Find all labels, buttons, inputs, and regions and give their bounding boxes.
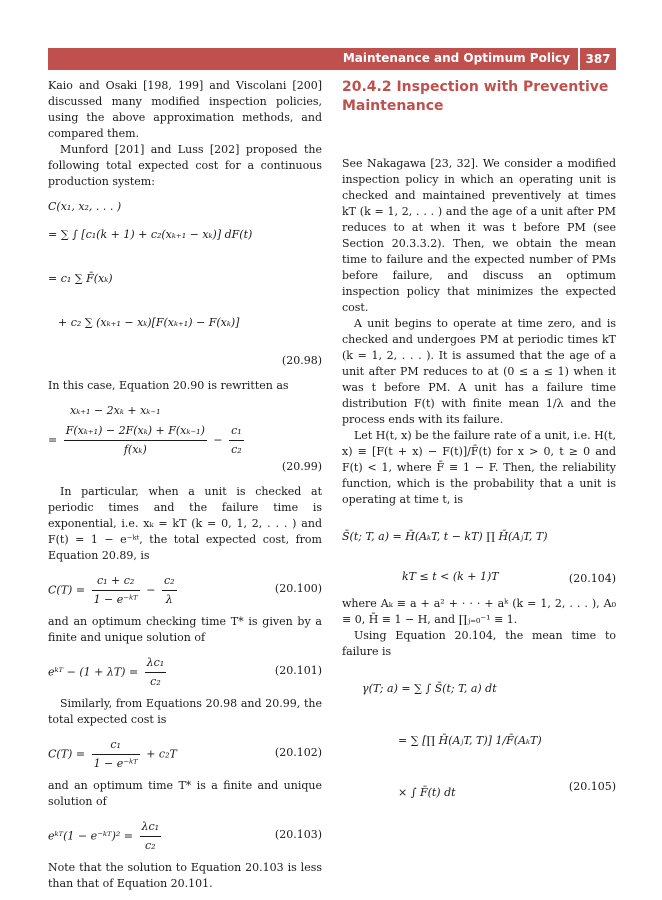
eq-line: xₖ₊₁ − 2xₖ + xₖ₋₁ — [70, 404, 161, 417]
paragraph: Let H(t, x) be the failure rate of a unit, i.e. H(t, x) ≡ [F(t + x) − F(t)]/F̄(t) for x > 0, t ≥ 0 and F(t) < 1, where F̄ ≡ 1 − F. Then, the reliability function, which is the probability that a unit is operating at time t, is — [342, 429, 616, 506]
equation-number: (20.105) — [568, 780, 616, 793]
eq-line: = c₁ ∑ F̄(xₖ) — [48, 272, 113, 285]
paragraph: where Aₖ ≡ a + a² + · · · + aᵏ (k = 1, 2, . . . ), A₀ ≡ 0, H̄ ≡ 1 − H, and ∏ⱼ₌₀⁻¹ ≡ 1. — [342, 597, 616, 626]
paragraph: In particular, when a unit is checked at periodic times and the failure time is exponential, i.e. xₖ = kT (k = 0, 1, 2, . . . ) and F(t) = 1 − e⁻ᵏᵗ, the total expected cost, from Equation 20.89, is — [48, 485, 322, 562]
equation-20-99: xₖ₊₁ − 2xₖ + xₖ₋₁ = $\frac{\text{F(xₖ₊₁) − 2F(xₖ) + F(xₖ₋₁)}}{\text{f(xₖ)}}$ − $\frac{\text{c₁}}{\text{c₂}}$ (20.99) — [48, 402, 322, 476]
eq-line: = ∑ ∫ [c₁(k + 1) + c₂(xₖ₊₁ − xₖ)] dF(t) — [48, 228, 253, 241]
paragraph: and an optimum checking time T* is given by a finite and unique solution of — [48, 615, 322, 644]
fraction: $\frac{\text{F(xₖ₊₁) − 2F(xₖ) + F(xₖ₋₁)}}{\text{f(xₖ)}}$ — [65, 424, 205, 456]
equation-20-100: C(T) = $\frac{\text{c₁ + c₂}}{\text{1 − e⁻ᵏᵀ}}$ − $\frac{\text{c₂}}{\lambda}$ (20.100) — [48, 574, 322, 606]
paragraph: Kaio and Osaki [198, 199] and Viscolani [200] discussed many modified inspection policies, using the above approximation methods, and compared them. — [48, 79, 322, 140]
paragraph: Similarly, from Equations 20.98 and 20.99, the total expected cost is — [48, 697, 322, 726]
fraction: $\frac{\text{c₁}}{\text{c₂}}$ — [231, 424, 242, 456]
paragraph: Using Equation 20.104, the mean time to failure is — [342, 629, 616, 658]
left-column — [48, 78, 322, 892]
eq-line: kT ≤ t < (k + 1)T — [402, 570, 499, 583]
page-number: 387 — [578, 48, 616, 70]
paragraph: Munford [201] and Luss [202] proposed the following total expected cost for a continuous production system: — [48, 143, 322, 188]
paragraph: See Nakagawa [23, 32]. We consider a modified inspection policy in which an operating unit is checked and maintained preventively at times kT (k = 1, 2, . . . ) and the age of a unit after PM reduces to at when it was t before PM (see Section 20.3.3.2). Then, we obtain the mean time to failure and the expected number of PMs before failure, and discuss an optimum inspection policy that minimizes the expected cost. — [342, 157, 616, 314]
equation-number: (20.98) — [281, 354, 322, 367]
equation-20-101: eᵏᵀ − (1 + λT) = $\frac{\text{λc₁}}{\text{c₂}}$ (20.101) — [48, 656, 322, 688]
paragraph: In this case, Equation 20.90 is rewritten as — [48, 379, 289, 392]
eq-line: = ∑ [∏ H̄(AⱼT, T)] 1/F̄(AₖT) — [398, 734, 542, 747]
equation-number: (20.103) — [274, 828, 322, 841]
eq-line: S̄(t; T, a) = H̄(AₖT, t − kT) ∏ H̄(AⱼT, T) — [342, 530, 548, 543]
paragraph: Note that the solution to Equation 20.103 is less than that of Equation 20.101. — [48, 861, 322, 890]
equation-number: (20.99) — [281, 460, 322, 473]
equation-number: (20.102) — [274, 746, 322, 759]
right-column — [342, 78, 616, 826]
eq-line: γ(T; a) = ∑ ∫ S̄(t; T, a) dt — [362, 682, 497, 695]
eq-line: C(x₁, x₂, . . . ) — [48, 200, 122, 213]
equation-number: (20.100) — [274, 582, 322, 595]
equation-number: (20.101) — [274, 664, 322, 677]
section-title: 20.4.2 Inspection with Preventive Maintenance — [342, 79, 609, 114]
running-header — [48, 48, 616, 70]
equation-20-102: C(T) = $\frac{\text{c₁}}{\text{1 − e⁻ᵏᵀ}}$ + c₂T (20.102) — [48, 738, 322, 770]
eq-line: + c₂ ∑ (xₖ₊₁ − xₖ)[F(xₖ₊₁) − F(xₖ)] — [58, 316, 240, 329]
equation-20-104 — [342, 516, 616, 588]
equation-20-103: eᵏᵀ(1 − e⁻ᵏᵀ)² = $\frac{\text{λc₁}}{\text{c₂}}$ (20.103) — [48, 820, 322, 852]
eq-line: × ∫ F̄(t) dt — [398, 786, 456, 799]
running-title: Maintenance and Optimum Policy — [342, 51, 570, 65]
equation-20-105 — [342, 668, 616, 818]
paragraph: and an optimum time T* is a finite and unique solution of — [48, 779, 322, 808]
equation-number: (20.104) — [568, 572, 616, 585]
equation-20-98 — [48, 198, 322, 370]
paragraph: A unit begins to operate at time zero, and is checked and undergoes PM at periodic times kT (k = 1, 2, . . . ). It is assumed that the age of a unit after PM reduces to at (0 ≤ a ≤ 1) when it was t before PM. A unit has a failure time distribution F(t) with finite mean 1/λ and the process ends with its failure. — [342, 317, 616, 426]
